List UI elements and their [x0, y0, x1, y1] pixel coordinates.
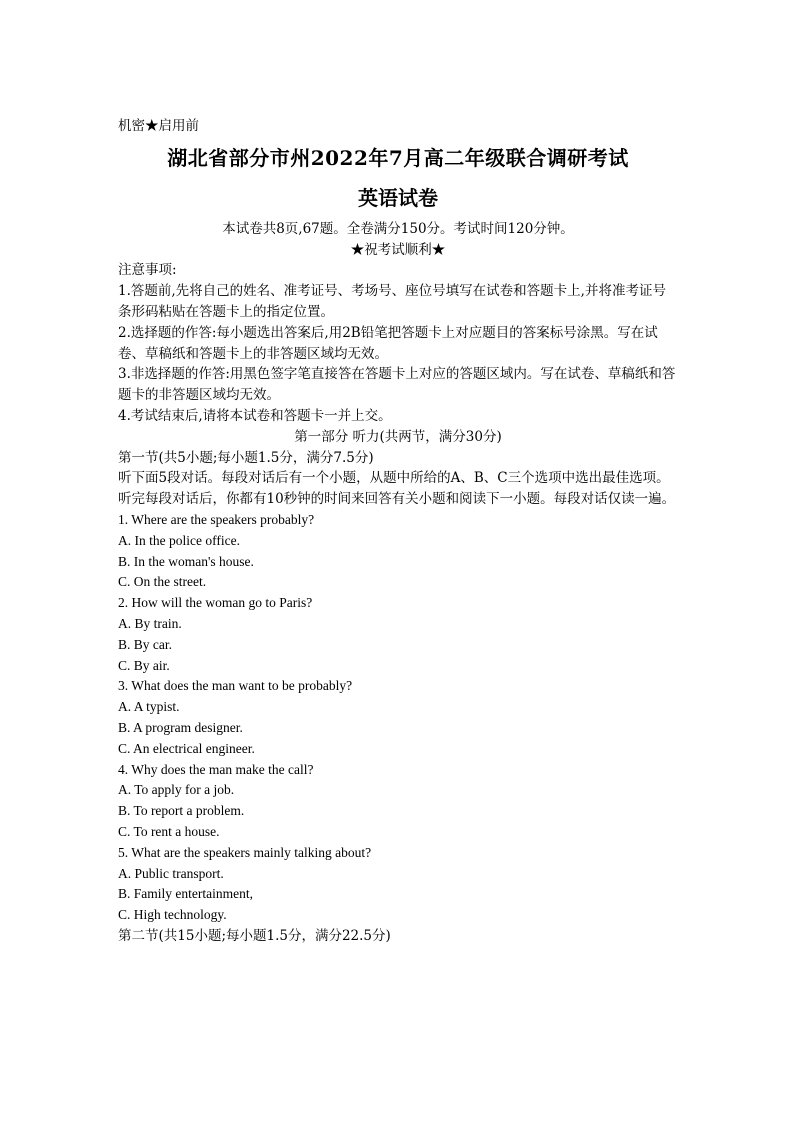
question-stem: 3. What does the man want to be probably?	[118, 678, 353, 694]
section2-heading: 第二节(共15小题;每小题1.5分，满分22.5分)	[118, 927, 391, 944]
question-option: A. A typist.	[118, 699, 180, 715]
question-option: B. Family entertainment,	[118, 886, 253, 902]
note-item: 4.考试结束后,请将本试卷和答题卡一并上交。	[118, 407, 392, 424]
exam-page	[118, 116, 678, 947]
exam-blessing: ★祝考试顺利★	[350, 241, 446, 258]
question-option: A. To apply for a job.	[118, 782, 235, 798]
note-item: 3.非选择题的作答:用黑色签字笔直接答在答题卡上对应的答题区域内。写在试卷、草稿纸和答题卡的非答题区域均无效。	[118, 366, 676, 404]
question-option: C. To rent a house.	[118, 823, 220, 839]
exam-info: 本试卷共8页,67题。全卷满分150分。考试时间120分钟。	[222, 220, 574, 237]
question-option: C. High technology.	[118, 907, 227, 923]
part1-heading: 第一部分 听力(共两节，满分30分)	[294, 428, 502, 445]
question-option: C. An electrical engineer.	[118, 740, 255, 756]
question-option: B. A program designer.	[118, 719, 243, 735]
note-item: 1.答题前,先将自己的姓名、准考证号、考场号、座位号填写在试卷和答题卡上,并将准考证号条形码粘贴在答题卡上的指定位置。	[118, 283, 666, 320]
question-stem: 2. How will the woman go to Paris?	[118, 595, 313, 611]
question-option: A. By train.	[118, 615, 182, 631]
question-option: B. To report a problem.	[118, 803, 245, 819]
exam-subtitle: 英语试卷	[358, 185, 438, 210]
question-stem: 5. What are the speakers mainly talking about?	[118, 844, 372, 860]
section1-instructions: 听下面5段对话。每段对话后有一个小题，从题中所给的A、B、C三个选项中选出最佳选项。听完每段对话后，你都有10秒钟的时间来回答有关小题和阅读下一小题。每段对话仅读一遍。	[118, 470, 676, 508]
question-option: A. In the police office.	[118, 532, 240, 548]
question-option: B. By car.	[118, 636, 172, 652]
exam-title: 湖北省部分市州2022年7月高二年级联合调研考试	[167, 145, 629, 170]
question-option: C. On the street.	[118, 574, 207, 590]
section1-heading: 第一节(共5小题;每小题1.5分，满分7.5分)	[118, 449, 374, 466]
question-option: B. In the woman's house.	[118, 553, 254, 569]
notes-heading: 注意事项:	[118, 262, 177, 279]
secrecy-label: 机密★启用前	[118, 118, 199, 134]
question-stem: 4. Why does the man make the call?	[118, 761, 314, 777]
question-option: A. Public transport.	[118, 865, 224, 881]
question-stem: 1. Where are the speakers probably?	[118, 511, 315, 527]
question-option: C. By air.	[118, 657, 170, 673]
note-item: 2.选择题的作答:每小题选出答案后,用2B铅笔把答题卡上对应题目的答案标号涂黑。写在试卷、草稿纸和答题卡上的非答题区域均无效。	[118, 324, 658, 362]
